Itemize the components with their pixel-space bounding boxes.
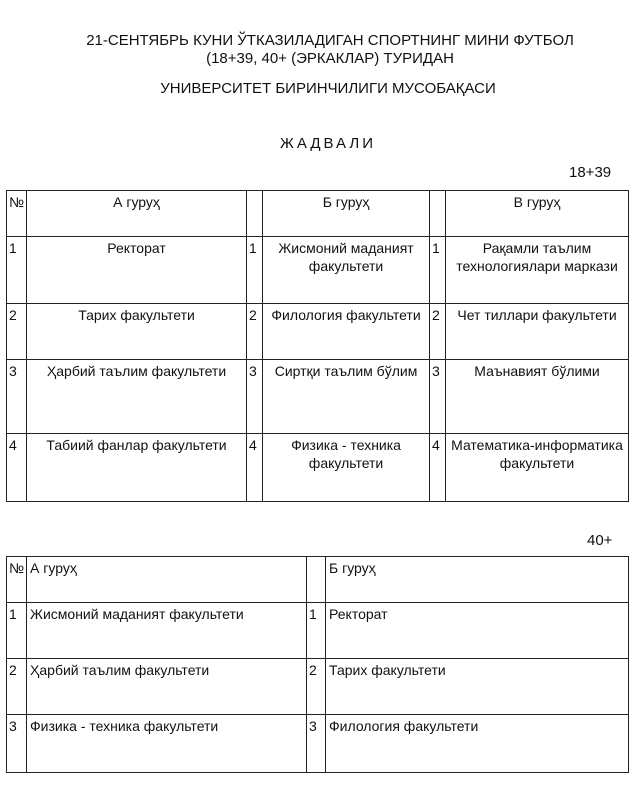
table-row [7, 434, 629, 502]
header-number: № [7, 191, 27, 237]
document-title-line-1: 21-СЕНТЯБРЬ КУНИ ЎТКАЗИЛАДИГАН СПОРТНИНГ МИНИ ФУТБОЛ [86, 32, 574, 49]
table-header-row [7, 191, 629, 237]
row-number: 3 [430, 360, 446, 434]
row-number: 2 [307, 659, 326, 715]
document-title-line-2: (18+39, 40+ (ЭРКАКЛАР) ТУРИДАН [206, 50, 454, 67]
group-a-team: Тарих факультети [27, 304, 247, 360]
row-number: 1 [7, 237, 27, 304]
header-group-b: Б гуруҳ [263, 191, 430, 237]
group-b-team: Тарих факультети [326, 659, 629, 715]
group-a-team: Табиий фанлар факультети [27, 434, 247, 502]
row-number: 4 [430, 434, 446, 502]
row-number: 2 [7, 659, 27, 715]
header-group-a: А гуруҳ [27, 191, 247, 237]
group-v-team: Маънавият бўлими [446, 360, 629, 434]
header-number-2 [247, 191, 263, 237]
group-b-team: Сиртқи таълим бўлим [263, 360, 430, 434]
row-number: 3 [7, 715, 27, 773]
schedule-title: ЖАДВАЛИ [280, 135, 376, 152]
age-group-label-18-39: 18+39 [569, 164, 612, 181]
table-row [7, 304, 629, 360]
row-number: 2 [7, 304, 27, 360]
group-a-team: Физика - техника факультети [27, 715, 307, 773]
row-number: 1 [7, 603, 27, 659]
document-title-line-3: УНИВЕРСИТЕТ БИРИНЧИЛИГИ МУСОБАҚАСИ [160, 80, 496, 97]
age-group-label-40-plus: 40+ [587, 532, 613, 549]
group-a-team: Жисмоний маданият факультети [27, 603, 307, 659]
row-number: 3 [307, 715, 326, 773]
row-number: 3 [247, 360, 263, 434]
header-number-3 [430, 191, 446, 237]
header-group-b: Б гуруҳ [326, 557, 629, 603]
group-b-team: Ректорат [326, 603, 629, 659]
table-row [7, 237, 629, 304]
row-number: 2 [430, 304, 446, 360]
header-number-2 [307, 557, 326, 603]
row-number: 1 [307, 603, 326, 659]
row-number: 2 [247, 304, 263, 360]
table-row [7, 659, 629, 715]
group-b-team: Жисмоний маданият факультети [263, 237, 430, 304]
schedule-table-40-plus [6, 556, 629, 773]
table-row [7, 360, 629, 434]
header-group-a: А гуруҳ [27, 557, 307, 603]
group-b-team: Физика - техника факультети [263, 434, 430, 502]
row-number: 4 [247, 434, 263, 502]
table-row [7, 715, 629, 773]
header-number: № [7, 557, 27, 603]
row-number: 1 [247, 237, 263, 304]
row-number: 4 [7, 434, 27, 502]
group-a-team: Ҳарбий таълим факультети [27, 659, 307, 715]
header-group-v: В гуруҳ [446, 191, 629, 237]
row-number: 1 [430, 237, 446, 304]
group-a-team: Ҳарбий таълим факультети [27, 360, 247, 434]
group-v-team: Математика-информатика факультети [446, 434, 629, 502]
table-header-row [7, 557, 629, 603]
table-row [7, 603, 629, 659]
group-b-team: Филология факультети [326, 715, 629, 773]
group-b-team: Филология факультети [263, 304, 430, 360]
group-v-team: Чет тиллари факультети [446, 304, 629, 360]
group-a-team: Ректорат [27, 237, 247, 304]
schedule-table-18-39 [6, 190, 629, 502]
group-v-team: Рақамли таълим технологиялари маркази [446, 237, 629, 304]
row-number: 3 [7, 360, 27, 434]
